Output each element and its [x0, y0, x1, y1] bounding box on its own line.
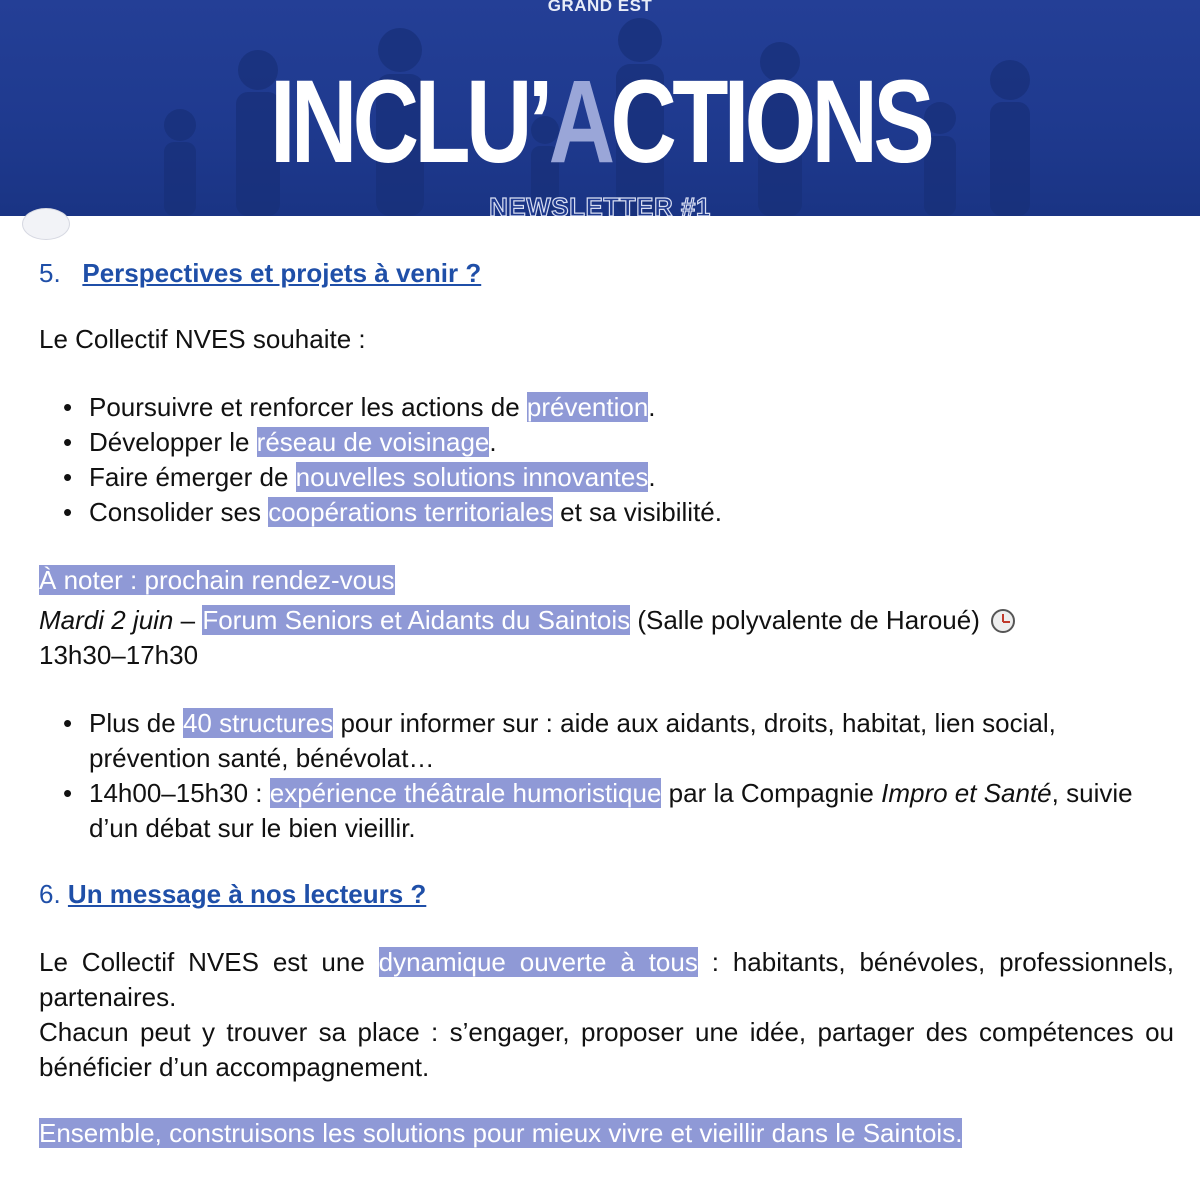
section-5-title-link[interactable]: Perspectives et projets à venir ? — [82, 258, 482, 288]
highlight: coopérations territoriales — [268, 497, 553, 527]
highlight: dynamique ouverte à tous — [378, 947, 698, 977]
section-6-heading — [39, 877, 1174, 912]
highlight: nouvelles solutions innovantes — [295, 462, 649, 492]
goals-list — [39, 390, 1174, 530]
text: Faire émerger de — [89, 462, 296, 492]
event-date: Mardi 2 juin — [39, 605, 174, 635]
text: . — [648, 462, 656, 492]
highlight: 40 structures — [182, 708, 334, 738]
event-details-list — [39, 706, 1174, 846]
company-name: Impro et Santé — [881, 778, 1052, 808]
section-5-heading — [39, 256, 1174, 291]
event-place: (Salle polyvalente de Haroué) — [630, 605, 988, 635]
list-item — [89, 706, 1174, 776]
text: . — [648, 392, 656, 422]
section-6-paragraph-1 — [39, 945, 1174, 1015]
text: Consolider ses — [89, 497, 269, 527]
text: Le Collectif NVES est une — [39, 947, 379, 977]
event-line — [39, 603, 1174, 673]
list-item — [89, 776, 1174, 846]
text: . — [489, 427, 497, 457]
text: Poursuivre et renforcer les actions de — [89, 392, 527, 422]
title-part-2: CTIONS — [610, 56, 931, 188]
clock-icon — [991, 609, 1015, 633]
text: Développer le — [89, 427, 257, 457]
text: : habitants, bénévoles, professionnels, partenaires. — [39, 947, 1174, 1012]
note-label — [39, 563, 1174, 598]
text: par la Compagnie — [661, 778, 882, 808]
event-dash: – — [173, 605, 203, 635]
highlight: expérience théâtrale humoristique — [269, 778, 662, 808]
event-name-highlight: Forum Seniors et Aidants du Saintois — [202, 605, 631, 635]
title-accent-letter: A — [548, 56, 611, 188]
section-6-paragraph-2: Chacun peut y trouver sa place : s’engager, proposer une idée, partager des compétences ou bénéficier d’un accompagnement. — [39, 1017, 1174, 1082]
banner-region-label: GRAND EST — [547, 0, 653, 15]
banner-title — [132, 56, 1068, 188]
list-item — [89, 425, 1174, 460]
newsletter-content — [39, 236, 1174, 1151]
banner-subtitle: NEWSLETTER #1 — [489, 192, 711, 216]
closing-line — [39, 1116, 1174, 1151]
title-part-1: INCLU’ — [269, 56, 549, 188]
closing-highlight: Ensemble, construisons les solutions pour mieux vivre et vieillir dans le Saintois. — [39, 1118, 963, 1148]
list-item — [89, 390, 1174, 425]
text: et sa visibilité. — [552, 497, 722, 527]
newsletter-banner — [0, 0, 1200, 216]
section-6-title-link[interactable]: Un message à nos lecteurs ? — [67, 879, 427, 909]
event-time: 13h30–17h30 — [39, 640, 199, 670]
text: 14h00–15h30 : — [89, 778, 270, 808]
text: pour informer sur : aide aux aidants, droits, habitat, lien social, prévention santé, bénévolat… — [89, 708, 1056, 773]
text: Plus de — [89, 708, 183, 738]
section-5-number: 5. — [39, 258, 61, 288]
list-item — [89, 460, 1174, 495]
highlight: réseau de voisinage — [256, 427, 490, 457]
highlight: prévention — [526, 392, 649, 422]
section-5-intro: Le Collectif NVES souhaite : — [39, 324, 366, 354]
list-item — [89, 495, 1174, 530]
section-6-number: 6. — [39, 879, 61, 909]
text: , suivie d’un débat sur le bien vieillir. — [89, 778, 1133, 843]
note-label-highlight: À noter : prochain rendez-vous — [39, 565, 395, 595]
